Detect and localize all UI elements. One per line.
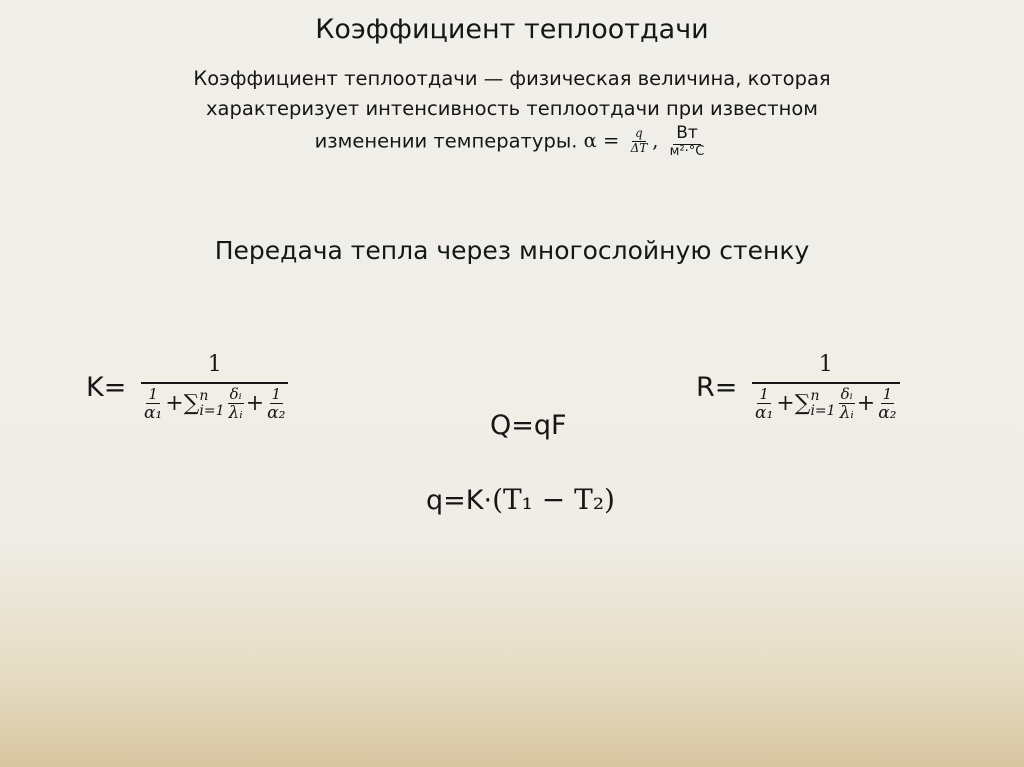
r-one-over-alpha2: [876, 386, 898, 423]
unit-denominator: м²·°С: [669, 143, 705, 159]
r-formula: [696, 350, 900, 424]
r-lambda: λᵢ: [839, 402, 854, 423]
alpha-symbol: α =: [583, 129, 620, 153]
q-temperature-difference: (T₁ − T₂): [492, 483, 615, 516]
r-sum-limits: [810, 389, 835, 419]
r-delta: δᵢ: [840, 384, 853, 403]
k-alpha1: α₁: [143, 402, 163, 423]
definition-paragraph: [140, 64, 884, 159]
k-numerator: 1: [141, 350, 289, 384]
r-plus-1: +: [776, 391, 795, 416]
r-fraction: [752, 350, 900, 424]
r-sum-lower: i=1: [810, 403, 836, 419]
k-delta: δᵢ: [229, 384, 242, 403]
r-sum-upper: n: [810, 388, 820, 404]
r-label: R=: [696, 371, 738, 403]
r-one: 1: [759, 384, 769, 403]
unit-fraction: [667, 124, 708, 159]
k-sigma: ∑: [183, 391, 200, 416]
k-sum-upper: n: [199, 388, 209, 404]
r-one-2: 1: [882, 384, 893, 403]
definition-line-1: Коэффициент теплоотдачи — физическая величина, которая: [193, 67, 831, 90]
alpha-denominator: ΔT: [630, 141, 648, 156]
alpha-formula: [584, 124, 710, 159]
k-plus-2: +: [245, 391, 265, 416]
r-delta-over-lambda: [838, 386, 856, 423]
alpha-numerator: q: [632, 127, 646, 142]
k-one: 1: [148, 384, 158, 403]
k-lambda: λᵢ: [228, 402, 243, 423]
r-denominator: [752, 384, 900, 424]
r-alpha1: α₁: [754, 402, 774, 423]
k-one-2: 1: [271, 384, 282, 403]
k-sum-lower: i=1: [199, 403, 225, 419]
r-sigma: ∑: [794, 391, 811, 416]
definition-line-2: характеризует интенсивность теплоотдачи при известном: [206, 97, 818, 120]
definition-line-3: [140, 124, 884, 159]
k-formula: [86, 350, 288, 424]
q-prefix: q=K·: [426, 485, 493, 516]
separator: ,: [652, 129, 659, 153]
q-big-formula: Q=qF: [490, 410, 567, 441]
r-one-over-alpha1: [753, 386, 775, 423]
k-label: K=: [86, 371, 127, 403]
unit-numerator: Вт: [673, 124, 701, 145]
slide-title: Коэффициент теплоотдачи: [315, 14, 709, 45]
k-sum-limits: [199, 389, 224, 419]
q-small-formula: [426, 483, 615, 516]
k-alpha2: α₂: [267, 402, 286, 423]
r-alpha2: α₂: [878, 402, 897, 423]
k-denominator: [141, 384, 289, 424]
definition-line-3-text: изменении температуры.: [314, 129, 578, 153]
r-plus-2: +: [856, 391, 876, 416]
alpha-fraction: [628, 127, 651, 156]
section-subtitle: Передача тепла через многослойную стенку: [214, 236, 810, 265]
k-one-over-alpha1: [142, 386, 164, 423]
k-plus-1: +: [165, 391, 184, 416]
r-numerator: 1: [752, 350, 900, 384]
k-fraction: [141, 350, 289, 424]
k-delta-over-lambda: [227, 386, 245, 423]
k-one-over-alpha2: [265, 386, 287, 423]
